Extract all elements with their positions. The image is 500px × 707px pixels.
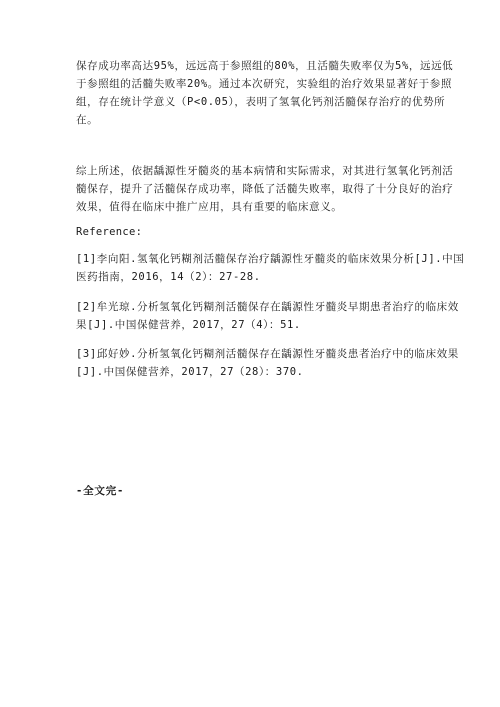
text-line: 在。 bbox=[76, 114, 99, 126]
text-line: 综上所述，依据龋源性牙髓炎的基本病情和实际需求，对其进行氢氧化钙剂活 bbox=[76, 165, 454, 177]
text-line: 于参照组的活髓失败率20%。通过本次研究，实验组的治疗效果显著好于参照 bbox=[76, 78, 452, 90]
text-line: 髓保存，提升了活髓保存成功率，降低了活髓失败率，取得了十分良好的治疗 bbox=[76, 183, 454, 195]
references-heading: Reference: bbox=[76, 226, 143, 238]
reference-line: [3]邱好妙.分析氢氧化钙糊剂活髓保存在龋源性牙髓炎患者治疗中的临床效果 bbox=[76, 348, 459, 360]
reference-item-3 bbox=[76, 345, 459, 381]
reference-line: [2]牟光琼.分析氢氧化钙糊剂活髓保存在龋源性牙髓炎早期患者治疗的临床效 bbox=[76, 301, 459, 313]
reference-line: [J].中国保健营养，2017，27（28）：370. bbox=[76, 366, 304, 378]
text-line: 保存成功率高达95%，远远高于参照组的80%，且活髓失败率仅为5%，远远低 bbox=[76, 60, 454, 72]
reference-item-1 bbox=[76, 250, 465, 286]
end-of-document-marker: -全文完- bbox=[76, 485, 125, 497]
conclusion-paragraph-2 bbox=[76, 162, 454, 216]
reference-item-2 bbox=[76, 298, 459, 334]
reference-line: 果[J].中国保健营养，2017，27（4）：51. bbox=[76, 319, 301, 331]
reference-line: [1]李向阳.氢氧化钙糊剂活髓保存治疗龋源性牙髓炎的临床效果分析[J].中国 bbox=[76, 253, 465, 265]
text-line: 效果，值得在临床中推广应用，具有重要的临床意义。 bbox=[76, 201, 343, 213]
reference-line: 医药指南，2016，14（2）：27-28. bbox=[76, 271, 261, 283]
conclusion-paragraph-1 bbox=[76, 57, 454, 129]
text-line: 组，存在统计学意义（P<0.05），表明了氢氧化钙剂活髓保存治疗的优势所 bbox=[76, 96, 446, 108]
